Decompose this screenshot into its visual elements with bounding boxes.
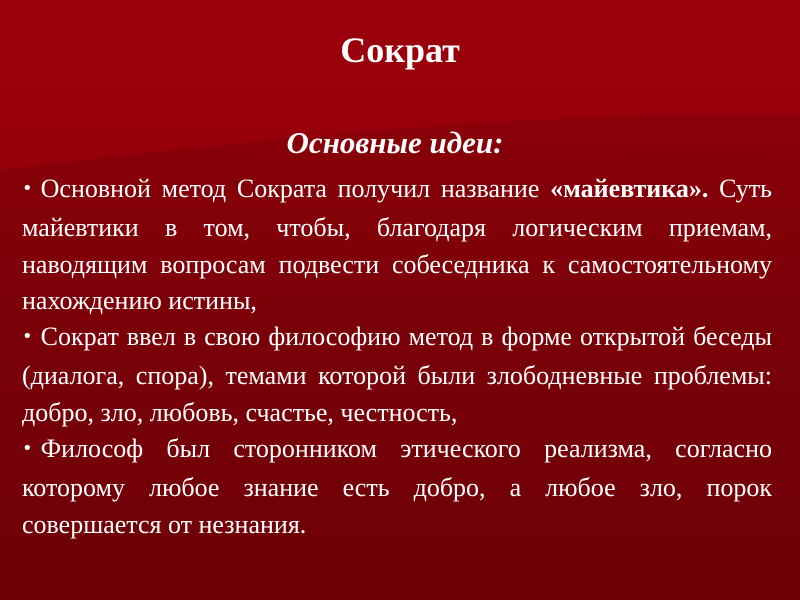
point-term: «майевтика». — [550, 174, 709, 203]
point-text: Философ был сторонником этического реализма, согласно которому любое знание есть добро, а любое зло, порок совершается от незнания. — [22, 434, 772, 539]
ideas-list — [22, 171, 772, 543]
list-item — [22, 319, 772, 431]
slide-title: Сократ — [340, 30, 460, 70]
bullet-icon: • — [22, 178, 33, 199]
bullet-icon: • — [22, 438, 33, 460]
slide-subtitle: Основные идеи: — [286, 125, 504, 160]
bullet-icon: • — [22, 326, 33, 348]
list-item — [22, 171, 772, 319]
point-text: Основной метод Сократа получил название — [40, 174, 551, 203]
point-text-rest: Суть майевтики в том, чтобы, благодаря логическим приемам, наводящим вопросам подвести собеседника к самостоятельному нахождению истины, — [22, 174, 773, 315]
list-item — [22, 431, 772, 543]
point-text: Сократ ввел в свою философию метод в форме открытой беседы (диалога, спора), темами которой были злободневные проблемы: добро, зло, любовь, счастье, честность, — [22, 322, 772, 427]
